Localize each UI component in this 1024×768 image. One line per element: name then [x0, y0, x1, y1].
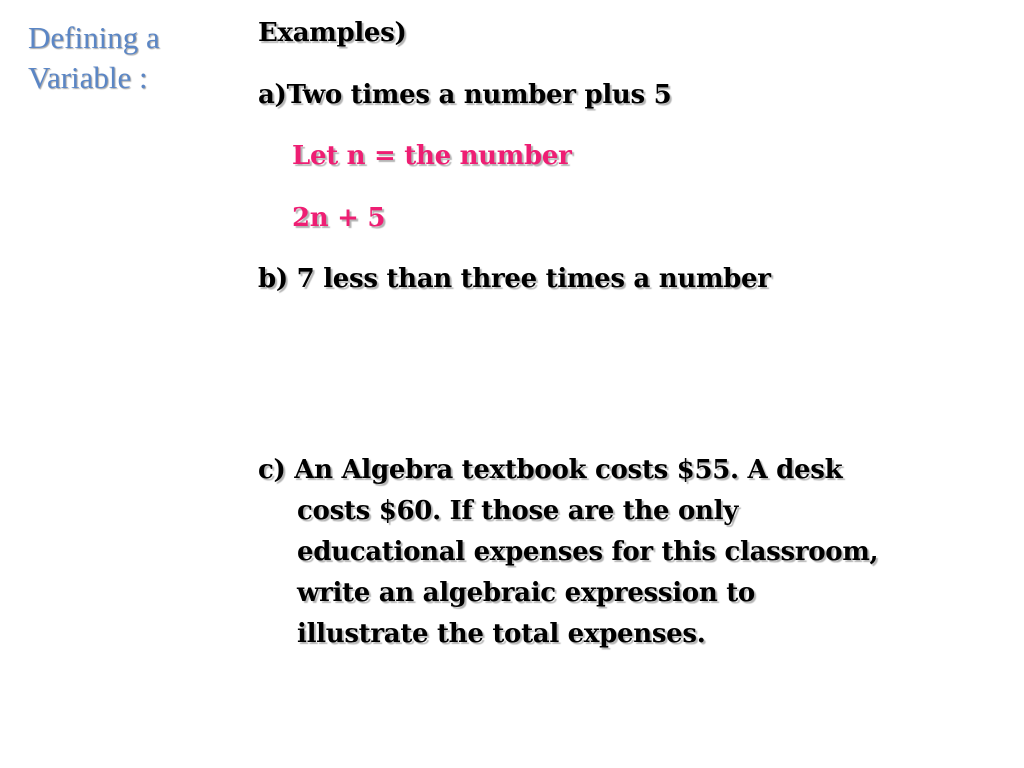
example-c-line-2: costs $60. If those are the only [297, 496, 739, 526]
example-c-line-3: educational expenses for this classroom, [297, 537, 879, 567]
example-a-text: Two times a number plus 5 [286, 80, 672, 110]
example-a-expression: 2n + 5 [292, 203, 386, 233]
example-c-line-1: c) An Algebra textbook costs $55. A desk [258, 455, 843, 485]
examples-heading: Examples) [258, 18, 407, 48]
example-b-text: 7 less than three times a number [296, 264, 771, 294]
example-b [258, 264, 771, 294]
example-a-marker: a) [258, 80, 287, 110]
section-title-line-2: Variable : [28, 60, 148, 95]
section-title-line-1: Defining a [28, 20, 160, 55]
example-c [258, 450, 1003, 655]
example-a [258, 80, 671, 110]
examples-content [258, 0, 1008, 768]
section-title [28, 18, 228, 98]
example-b-marker: b) [258, 264, 288, 294]
example-c-line-5: illustrate the total expenses. [297, 619, 706, 649]
example-a-let-statement: Let n = the number [292, 141, 572, 171]
example-c-line-4: write an algebraic expression to [297, 578, 755, 608]
